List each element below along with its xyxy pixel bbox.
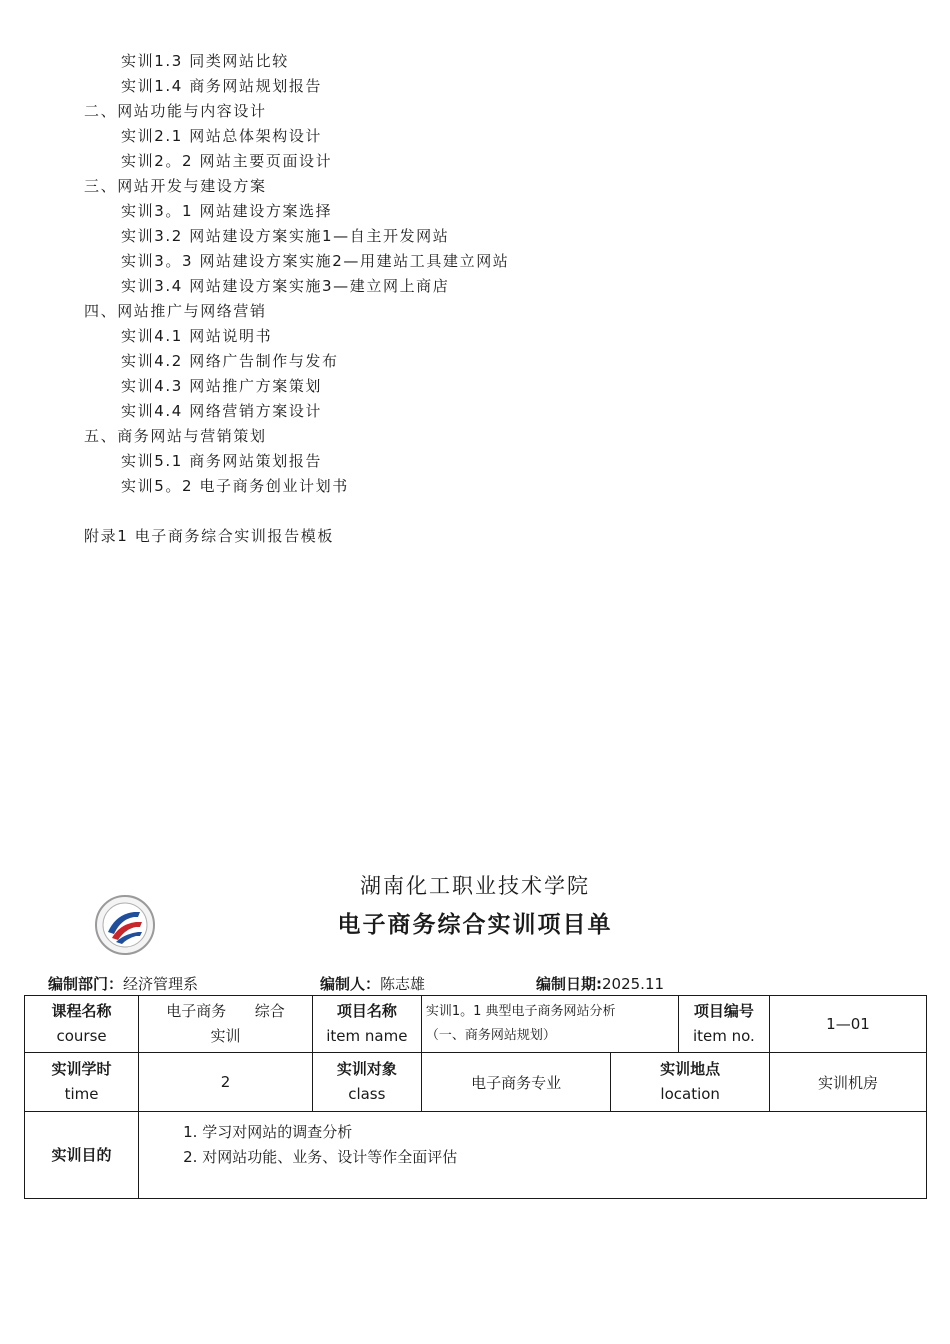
document-title: 电子商务综合实训项目单 — [337, 912, 613, 938]
toc-section-heading: 三、网站开发与建设方案 — [84, 177, 267, 195]
meta-value: 陈志雄 — [380, 975, 426, 993]
course-value-line: 电子商务 综合 — [166, 1002, 285, 1020]
course-value — [139, 996, 313, 1053]
toc-item: 实训1.3 同类网站比较 — [121, 52, 289, 70]
item-name-label — [312, 996, 421, 1053]
label-en: time — [64, 1085, 99, 1103]
item-no-label — [678, 996, 769, 1053]
label-cn: 项目编号 — [693, 1002, 754, 1020]
toc-item: 实训2。2 网站主要页面设计 — [121, 152, 333, 170]
meta-label: 编制日期: — [536, 975, 602, 993]
school-name: 湖南化工职业技术学院 — [360, 874, 590, 898]
table-row — [25, 1112, 927, 1199]
label-cn: 实训对象 — [336, 1060, 397, 1078]
toc-item: 实训4.4 网络营销方案设计 — [121, 402, 323, 420]
location-value: 实训机房 — [770, 1053, 927, 1112]
course-label — [25, 996, 139, 1053]
item-name-line: 实训1。1 典型电子商务网站分析 — [425, 1004, 616, 1019]
label-cn: 实训地点 — [660, 1060, 721, 1078]
class-value: 电子商务专业 — [421, 1053, 611, 1112]
project-form-table — [24, 995, 927, 1199]
label-en: item name — [326, 1027, 408, 1045]
meta-label: 编制部门： — [48, 975, 124, 993]
toc-item: 实训3。3 网站建设方案实施2—用建站工具建立网站 — [121, 252, 510, 270]
time-label — [25, 1053, 139, 1112]
table-row — [25, 1053, 927, 1112]
toc-item: 实训2.1 网站总体架构设计 — [121, 127, 323, 145]
toc-item: 实训3。1 网站建设方案选择 — [121, 202, 333, 220]
toc-section-heading: 四、网站推广与网络营销 — [84, 302, 267, 320]
toc-item: 实训3.2 网站建设方案实施1—自主开发网站 — [121, 227, 450, 245]
toc-section-heading: 五、商务网站与营销策划 — [84, 427, 267, 445]
toc-item: 实训5。2 电子商务创业计划书 — [121, 477, 349, 495]
class-label — [312, 1053, 421, 1112]
label-en: location — [660, 1085, 720, 1103]
item-name-line: （一、商务网站规划） — [425, 1028, 556, 1043]
course-value-line: 实训 — [210, 1027, 241, 1045]
label-cn: 实训学时 — [51, 1060, 112, 1078]
goal-label: 实训目的 — [25, 1112, 139, 1199]
toc-item: 实训1.4 商务网站规划报告 — [121, 77, 323, 95]
toc-section-heading: 二、网站功能与内容设计 — [84, 102, 267, 120]
label-en: course — [56, 1027, 107, 1045]
goal-content — [139, 1112, 927, 1199]
meta-value: 经济管理系 — [123, 975, 199, 993]
label-cn: 课程名称 — [51, 1002, 112, 1020]
time-value: 2 — [139, 1053, 313, 1112]
toc-appendix: 附录1 电子商务综合实训报告模板 — [84, 527, 334, 545]
meta-department — [48, 973, 198, 994]
meta-label: 编制人： — [320, 975, 381, 993]
toc-item: 实训4.2 网络广告制作与发布 — [121, 352, 339, 370]
location-label — [611, 1053, 770, 1112]
toc-item: 实训5.1 商务网站策划报告 — [121, 452, 323, 470]
goal-item: 2. 对网站功能、业务、设计等作全面评估 — [183, 1148, 458, 1166]
meta-author — [320, 973, 425, 994]
item-name-value — [421, 996, 678, 1053]
item-no-value: 1—01 — [770, 996, 927, 1053]
goal-item: 1. 学习对网站的调查分析 — [183, 1123, 353, 1141]
meta-date — [536, 973, 664, 994]
table-row — [25, 996, 927, 1053]
toc-item: 实训3.4 网站建设方案实施3—建立网上商店 — [121, 277, 450, 295]
label-cn: 项目名称 — [336, 1002, 397, 1020]
toc-item: 实训4.1 网站说明书 — [121, 327, 273, 345]
label-en: class — [348, 1085, 386, 1103]
toc-item: 实训4.3 网站推广方案策划 — [121, 377, 323, 395]
meta-value: 2025.11 — [602, 975, 665, 993]
label-en: item no. — [692, 1027, 755, 1045]
